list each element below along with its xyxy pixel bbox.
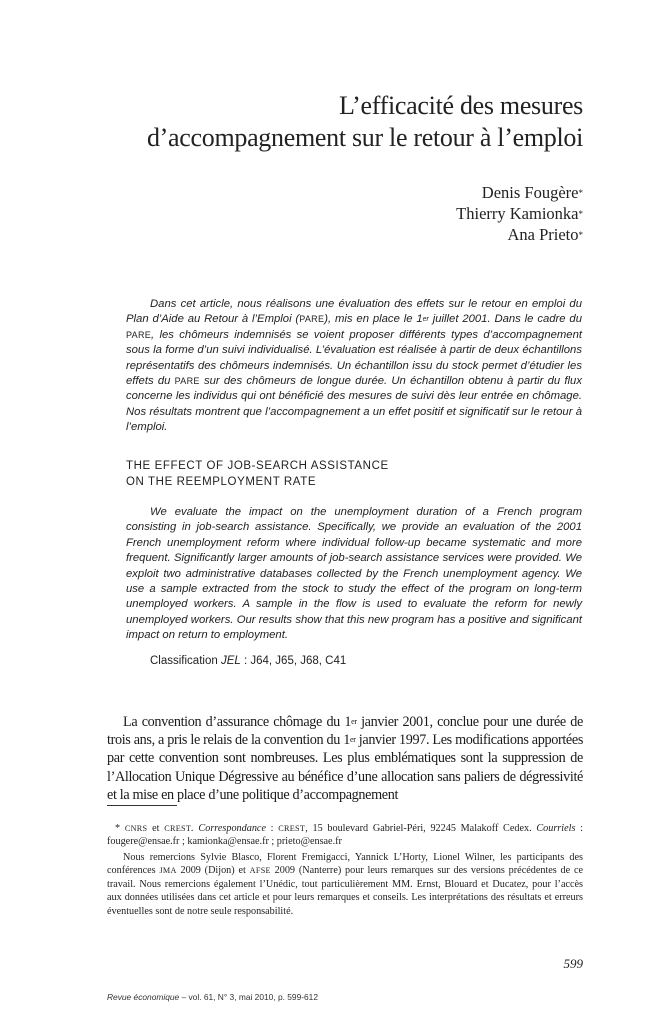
author: Denis Fougère*: [481, 183, 583, 202]
affiliation-mark: *: [578, 230, 583, 240]
title-line-1: L’efficacité des mesures: [338, 91, 583, 120]
abstract-english: [126, 505, 582, 644]
title-line-2: d’accompagnement sur le retour à l’emploi: [146, 123, 583, 152]
affiliation-mark: *: [578, 188, 583, 198]
article-title: [63, 90, 583, 154]
author: Ana Prieto*: [507, 225, 583, 244]
journal-citation: Revue économique – vol. 61, N° 3, mai 2010, p. 599-612: [107, 992, 319, 1002]
author-list: [456, 182, 583, 245]
jel-classification: Classification JEL : J64, J65, J68, C41: [150, 655, 347, 667]
abstract-english-text: We evaluate the impact on the unemployment duration of a French program consisting in job-search assistance. Specifically, we provide an evaluation of the 2001 French unemployment reform where individual follow-up became systematic and more frequent. Significantly larger amounts of job-search assistance services were provided. We exploit two administrative databases collected by the French unemployment agency. We use a sample extracted from the stock to study the effect of the program on long-term unemployed workers. A sample in the flow is used to evaluate the reform for newly unemployed workers. Our results show that this new program has a positive and significant impact on return to employment.: [126, 506, 582, 642]
footnote-affiliation: * CNRS et CREST. Correspondance : CREST, 15 boulevard Gabriel-Péri, 92245 Malakoff Cedex. Courriels : fougere@ensae.fr ; kamionka@ensae.fr ; prieto@ensae.fr: [107, 823, 583, 848]
body-paragraph: La convention d’assurance chômage du 1er janvier 2001, conclue pour une durée de trois ans, a pris le relais de la convention du 1er janvier 1997. Les modifications apportées par cette convention sont nombreuses. Les plus emblématiques sont la suppression de l’Allocation Unique Dégressive au bénéfice d’une allocation sans paliers de dégressivité et la mise en place d’une politique d’accompagnement: [107, 714, 583, 803]
footnote-divider: [107, 805, 177, 806]
abstract-french-text: Dans cet article, nous réalisons une évaluation des effets sur le retour en emploi du Plan d’Aide au Retour à l’Emploi (PARE), mis en place le 1er juillet 2001. Dans le cadre du PARE, les chômeurs indemnisés se voient proposer différents types d’accompagnement sous la forme d’un suivi individualisé. L’évaluation est réalisée à partir de deux échantillons représentatifs des chômeurs indemnisés. Un échantillon issu du stock permet d’étudier les effets du PARE sur des chômeurs de longue durée. Un échantillon obtenu à partir du flux concerne les individus qui ont bénéficié des mesures de suivi dès leur entrée en chômage. Nos résultats montrent que l’accompagnement a un effet positif et significatif sur le retour à l’emploi.: [126, 298, 582, 434]
page-number: 599: [563, 956, 583, 971]
english-title: THE EFFECT OF JOB-SEARCH ASSISTANCE ON THE REEMPLOYMENT RATE: [126, 460, 389, 488]
affiliation-mark: *: [578, 209, 583, 219]
abstract-french: [126, 297, 582, 436]
footnote-acknowledgements: Nous remercions Sylvie Blasco, Florent Fremigacci, Yannick L’Horty, Lionel Wilner, les participants des conférences JMA 2009 (Dijon) et AFSE 2009 (Nanterre) pour leurs remarques sur des versions précédentes de ce travail. Nous remercions également l’Unédic, tout particulièrement MM. Ernst, Blouard et Ducatez, pour l’accès aux données utilisées dans cet article et pour leurs remarques et conseils. Les interprétations des résultats et erreurs éventuelles sont de notre seule responsabilité.: [107, 852, 584, 917]
author: Thierry Kamionka*: [456, 204, 583, 223]
body-text: [107, 713, 583, 804]
